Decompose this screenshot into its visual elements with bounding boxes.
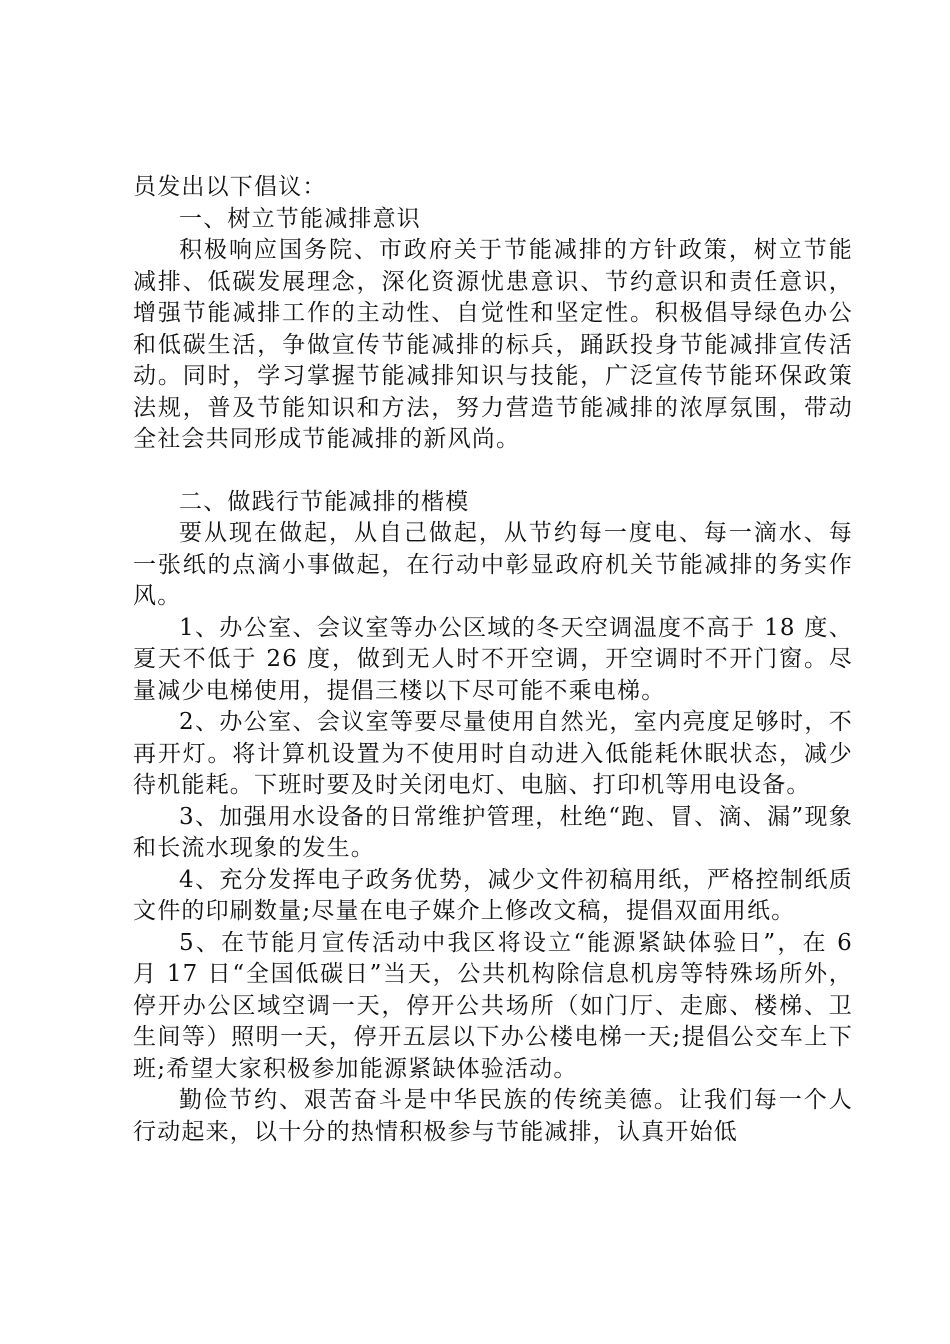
list-item-3: 3、加强用水设备的日常维护管理，杜绝“跑、冒、滴、漏”现象和长流水现象的发生。	[133, 803, 853, 861]
list-item-5: 5、在节能月宣传活动中我区将设立“能源紧缺体验日”，在 6 月 17 日“全国低碳日”当天，公共机构除信息机房等特殊场所外，停开办公区域空调一天，停开公共场所（如门厅、走廊、楼梯、卫生间等）照明一天，停开五层以下办公楼电梯一天;提倡公交车上下班;希望大家积极参加能源紧缺体验活动。	[133, 929, 853, 1082]
paragraph-section-2: 要从现在做起，从自己做起，从节约每一度电、每一滴水、每一张纸的点滴小事做起，在行动中彰显政府机关节能减排的务实作风。	[133, 520, 853, 609]
paragraph-section-1: 积极响应国务院、市政府关于节能减排的方针政策，树立节能减排、低碳发展理念，深化资源忧患意识、节约意识和责任意识，增强节能减排工作的主动性、自觉性和坚定性。积极倡导绿色办公和低碳生活，争做宣传节能减排的标兵，踊跃投身节能减排宣传活动。同时，学习掌握节能减排知识与技能，广泛宣传节能环保政策法规，普及节能知识和方法，努力营造节能减排的浓厚氛围，带动全社会共同形成节能减排的新风尚。	[133, 237, 853, 452]
paragraph-intro: 员发出以下倡议：	[133, 174, 327, 200]
paragraph-gap	[133, 456, 853, 487]
list-item-2: 2、办公室、会议室等要尽量使用自然光，室内亮度足够时，不再开灯。将计算机设置为不使用时自动进入低能耗休眠状态，减少待机能耗。下班时要及时关闭电灯、电脑、打印机等用电设备。	[133, 709, 853, 798]
heading-section-2: 二、做践行节能减排的楷模	[179, 488, 470, 515]
paragraph-closing: 勤俭节约、艰苦奋斗是中华民族的传统美德。让我们每一个人行动起来，以十分的热情积极参与节能减排，认真开始低	[133, 1087, 853, 1145]
list-item-4: 4、充分发挥电子政务优势，减少文件初稿用纸，严格控制纸质文件的印刷数量;尽量在电子媒介上修改文稿，提倡双面用纸。	[133, 866, 853, 924]
heading-section-1: 一、树立节能减排意识	[179, 205, 421, 232]
list-item-1: 1、办公室、会议室等办公区域的冬天空调温度不高于 18 度、夏天不低于 26 度，做到无人时不开空调，开空调时不开门窗。尽量减少电梯使用，提倡三楼以下尽可能不乘电梯。	[133, 614, 853, 704]
document-body	[133, 172, 853, 1148]
